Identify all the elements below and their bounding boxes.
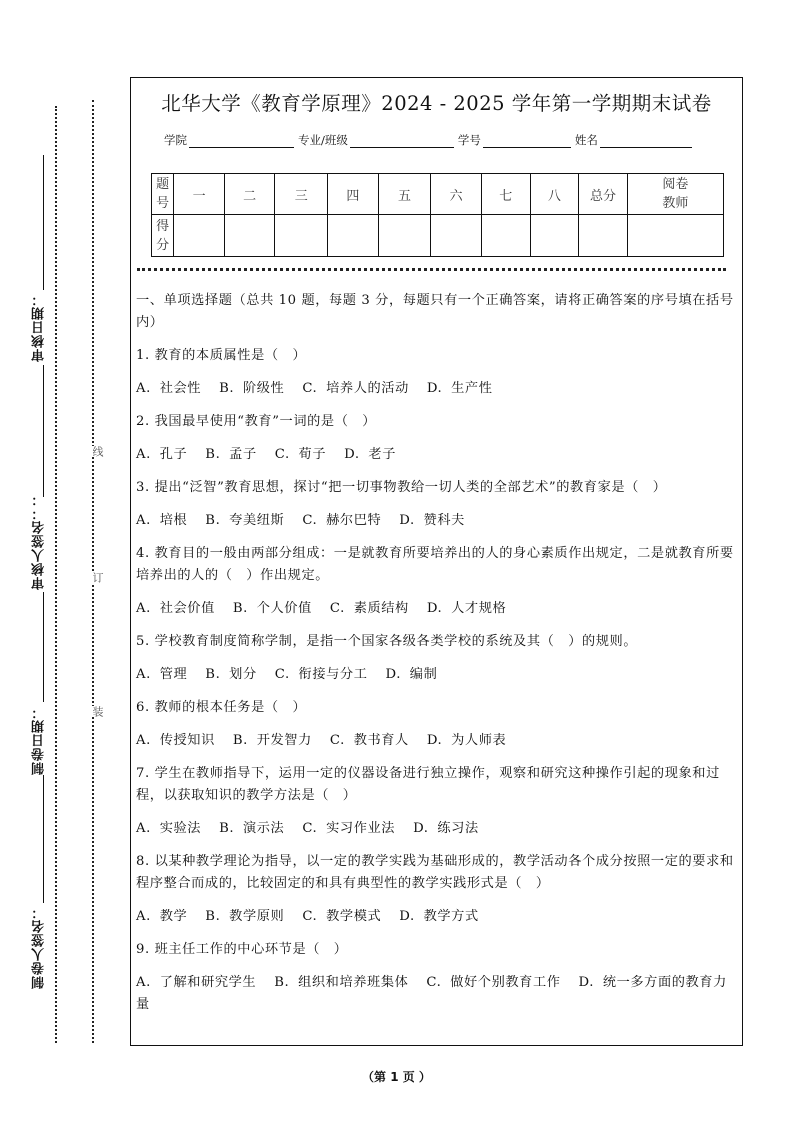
question-number-header: 题 号	[152, 174, 174, 215]
question-options	[136, 510, 737, 532]
score-cell-4[interactable]	[328, 215, 379, 257]
binding-char-xian: 线	[84, 446, 104, 457]
student-info-row	[164, 132, 696, 148]
option-c: C. 培养人的活动	[302, 381, 409, 396]
review-date-label: 审核日期：	[32, 292, 47, 362]
col-7: 七	[481, 174, 530, 215]
option-c: C. 素质结构	[329, 601, 409, 616]
section-heading: 一、单项选择题（总共 10 题，每题 3 分，每题只有一个正确答案，请将正确答案的序号填在括号内）	[136, 293, 734, 330]
major-class-field[interactable]	[350, 134, 454, 148]
option-d: D. 人才规格	[426, 601, 507, 616]
exam-title: 北华大学《教育学原理》2024 - 2025 学年第一学期期末试卷	[161, 92, 712, 115]
college-label: 学院	[164, 133, 187, 147]
option-c: C. 荀子	[274, 447, 327, 462]
college-field[interactable]	[189, 134, 294, 148]
reviewer-signature-label: 审核人签名：：	[32, 492, 47, 590]
option-a: A. 孔子	[136, 447, 188, 462]
col-4: 四	[328, 174, 379, 215]
option-a: A. 社会性	[136, 381, 202, 396]
option-a: A. 教学	[136, 909, 188, 924]
question-options	[136, 818, 737, 840]
score-header: 得 分	[152, 215, 174, 257]
question-stem: 3. 提出“泛智”教育思想，探讨“把一切事物教给一切人类的全部艺术”的教育家是（ ）	[136, 480, 667, 495]
option-d: D. 赞科夫	[399, 513, 465, 528]
question-stem: 2. 我国最早使用“教育”一词的是（ ）	[136, 414, 377, 429]
col-3: 三	[275, 174, 328, 215]
option-c: C. 做好个别教育工作	[426, 975, 561, 990]
binding-char-ding: 订	[84, 572, 104, 583]
col-1: 一	[174, 174, 225, 215]
major-class-label: 专业/班级	[298, 133, 348, 147]
option-a: A. 传授知识	[136, 733, 215, 748]
question-options	[136, 972, 737, 1016]
option-b: B. 教学原则	[205, 909, 285, 924]
student-id-label: 学号	[457, 133, 481, 147]
question-stem: 8. 以某种教学理论为指导，以一定的教学实践为基础形成的，教学活动各个成分按照一定的要求和程序整合而成的，比较固定的和具有典型性的教学实践形式是（ ）	[136, 854, 734, 891]
question-options	[136, 664, 737, 686]
exam-frame	[130, 77, 743, 1046]
question-stem: 7. 学生在教师指导下，运用一定的仪器设备进行独立操作，观察和研究这种操作引起的现象和过程，以获取知识的教学方法是（ ）	[136, 766, 720, 803]
question-options	[136, 598, 737, 620]
col-grader: 阅卷 教师	[627, 174, 723, 215]
binding-char-zhuang: 装	[84, 706, 104, 717]
option-a: A. 了解和研究学生	[136, 975, 257, 990]
score-cell-6[interactable]	[431, 215, 482, 257]
question-options	[136, 730, 737, 752]
question-options	[136, 378, 737, 400]
option-d: D. 统一多方面的教育力量	[136, 975, 727, 1012]
score-cell-1[interactable]	[174, 215, 225, 257]
creator-signature-line	[43, 775, 44, 903]
score-cell-total[interactable]	[579, 215, 628, 257]
option-b: B. 开发智力	[232, 733, 312, 748]
question-stem: 5. 学校教育制度简称学制，是指一个国家各级各类学校的系统及其（ ）的规则。	[136, 634, 638, 649]
option-c: C. 教学模式	[302, 909, 382, 924]
option-c: C. 实习作业法	[302, 821, 396, 836]
score-cell-3[interactable]	[275, 215, 328, 257]
question-stem: 9. 班主任工作的中心环节是（ ）	[136, 942, 348, 957]
question-stem: 4. 教育目的一般由两部分组成：一是就教育所要培养出的人的身心素质作出规定，二是就教育所要培养出的人的（ ）作出规定。	[136, 546, 734, 583]
creation-date-label: 制卷日期：	[32, 705, 47, 775]
score-cell-7[interactable]	[481, 215, 530, 257]
score-cell-grader[interactable]	[627, 215, 723, 257]
question-stem: 1. 教育的本质属性是（ ）	[136, 348, 307, 363]
option-d: D. 教学方式	[399, 909, 479, 924]
score-table	[151, 173, 724, 257]
section-single-choice	[136, 290, 737, 1027]
outer-dotted-line	[55, 106, 57, 1043]
reviewer-signature-line	[43, 365, 44, 497]
score-cell-5[interactable]	[378, 215, 431, 257]
option-d: D. 老子	[344, 447, 397, 462]
score-table-header-row	[152, 174, 724, 215]
option-d: D. 生产性	[426, 381, 493, 396]
option-b: B. 孟子	[205, 447, 257, 462]
option-c: C. 赫尔巴特	[302, 513, 382, 528]
creation-date-line	[43, 592, 44, 702]
option-a: A. 社会价值	[136, 601, 215, 616]
question-list	[136, 345, 737, 1016]
question-options	[136, 444, 737, 466]
col-total: 总分	[579, 174, 628, 215]
option-b: B. 夸美纽斯	[205, 513, 285, 528]
option-a: A. 实验法	[136, 821, 202, 836]
option-b: B. 划分	[205, 667, 257, 682]
dotted-separator	[137, 268, 726, 271]
option-b: B. 演示法	[219, 821, 285, 836]
option-d: D. 为人师表	[426, 733, 507, 748]
page-number: （第 1 页 ）	[362, 1070, 431, 1084]
score-table-score-row	[152, 215, 724, 257]
score-cell-8[interactable]	[530, 215, 579, 257]
col-8: 八	[530, 174, 579, 215]
name-field[interactable]	[600, 134, 692, 148]
review-date-line	[43, 155, 44, 290]
score-cell-2[interactable]	[224, 215, 275, 257]
option-c: C. 教书育人	[329, 733, 409, 748]
option-a: A. 管理	[136, 667, 188, 682]
col-6: 六	[431, 174, 482, 215]
col-2: 二	[224, 174, 275, 215]
question-stem: 6. 教师的根本任务是（ ）	[136, 700, 307, 715]
option-d: D. 练习法	[413, 821, 479, 836]
name-label: 姓名	[574, 133, 598, 147]
option-a: A. 培根	[136, 513, 188, 528]
option-b: B. 阶级性	[219, 381, 285, 396]
option-b: B. 组织和培养班集体	[274, 975, 409, 990]
creator-signature-label: 制卷人签名：	[32, 905, 47, 990]
option-c: C. 衔接与分工	[274, 667, 368, 682]
option-b: B. 个人价值	[232, 601, 312, 616]
question-options	[136, 906, 737, 928]
option-d: D. 编制	[385, 667, 438, 682]
student-id-field[interactable]	[483, 134, 571, 148]
col-5: 五	[378, 174, 431, 215]
